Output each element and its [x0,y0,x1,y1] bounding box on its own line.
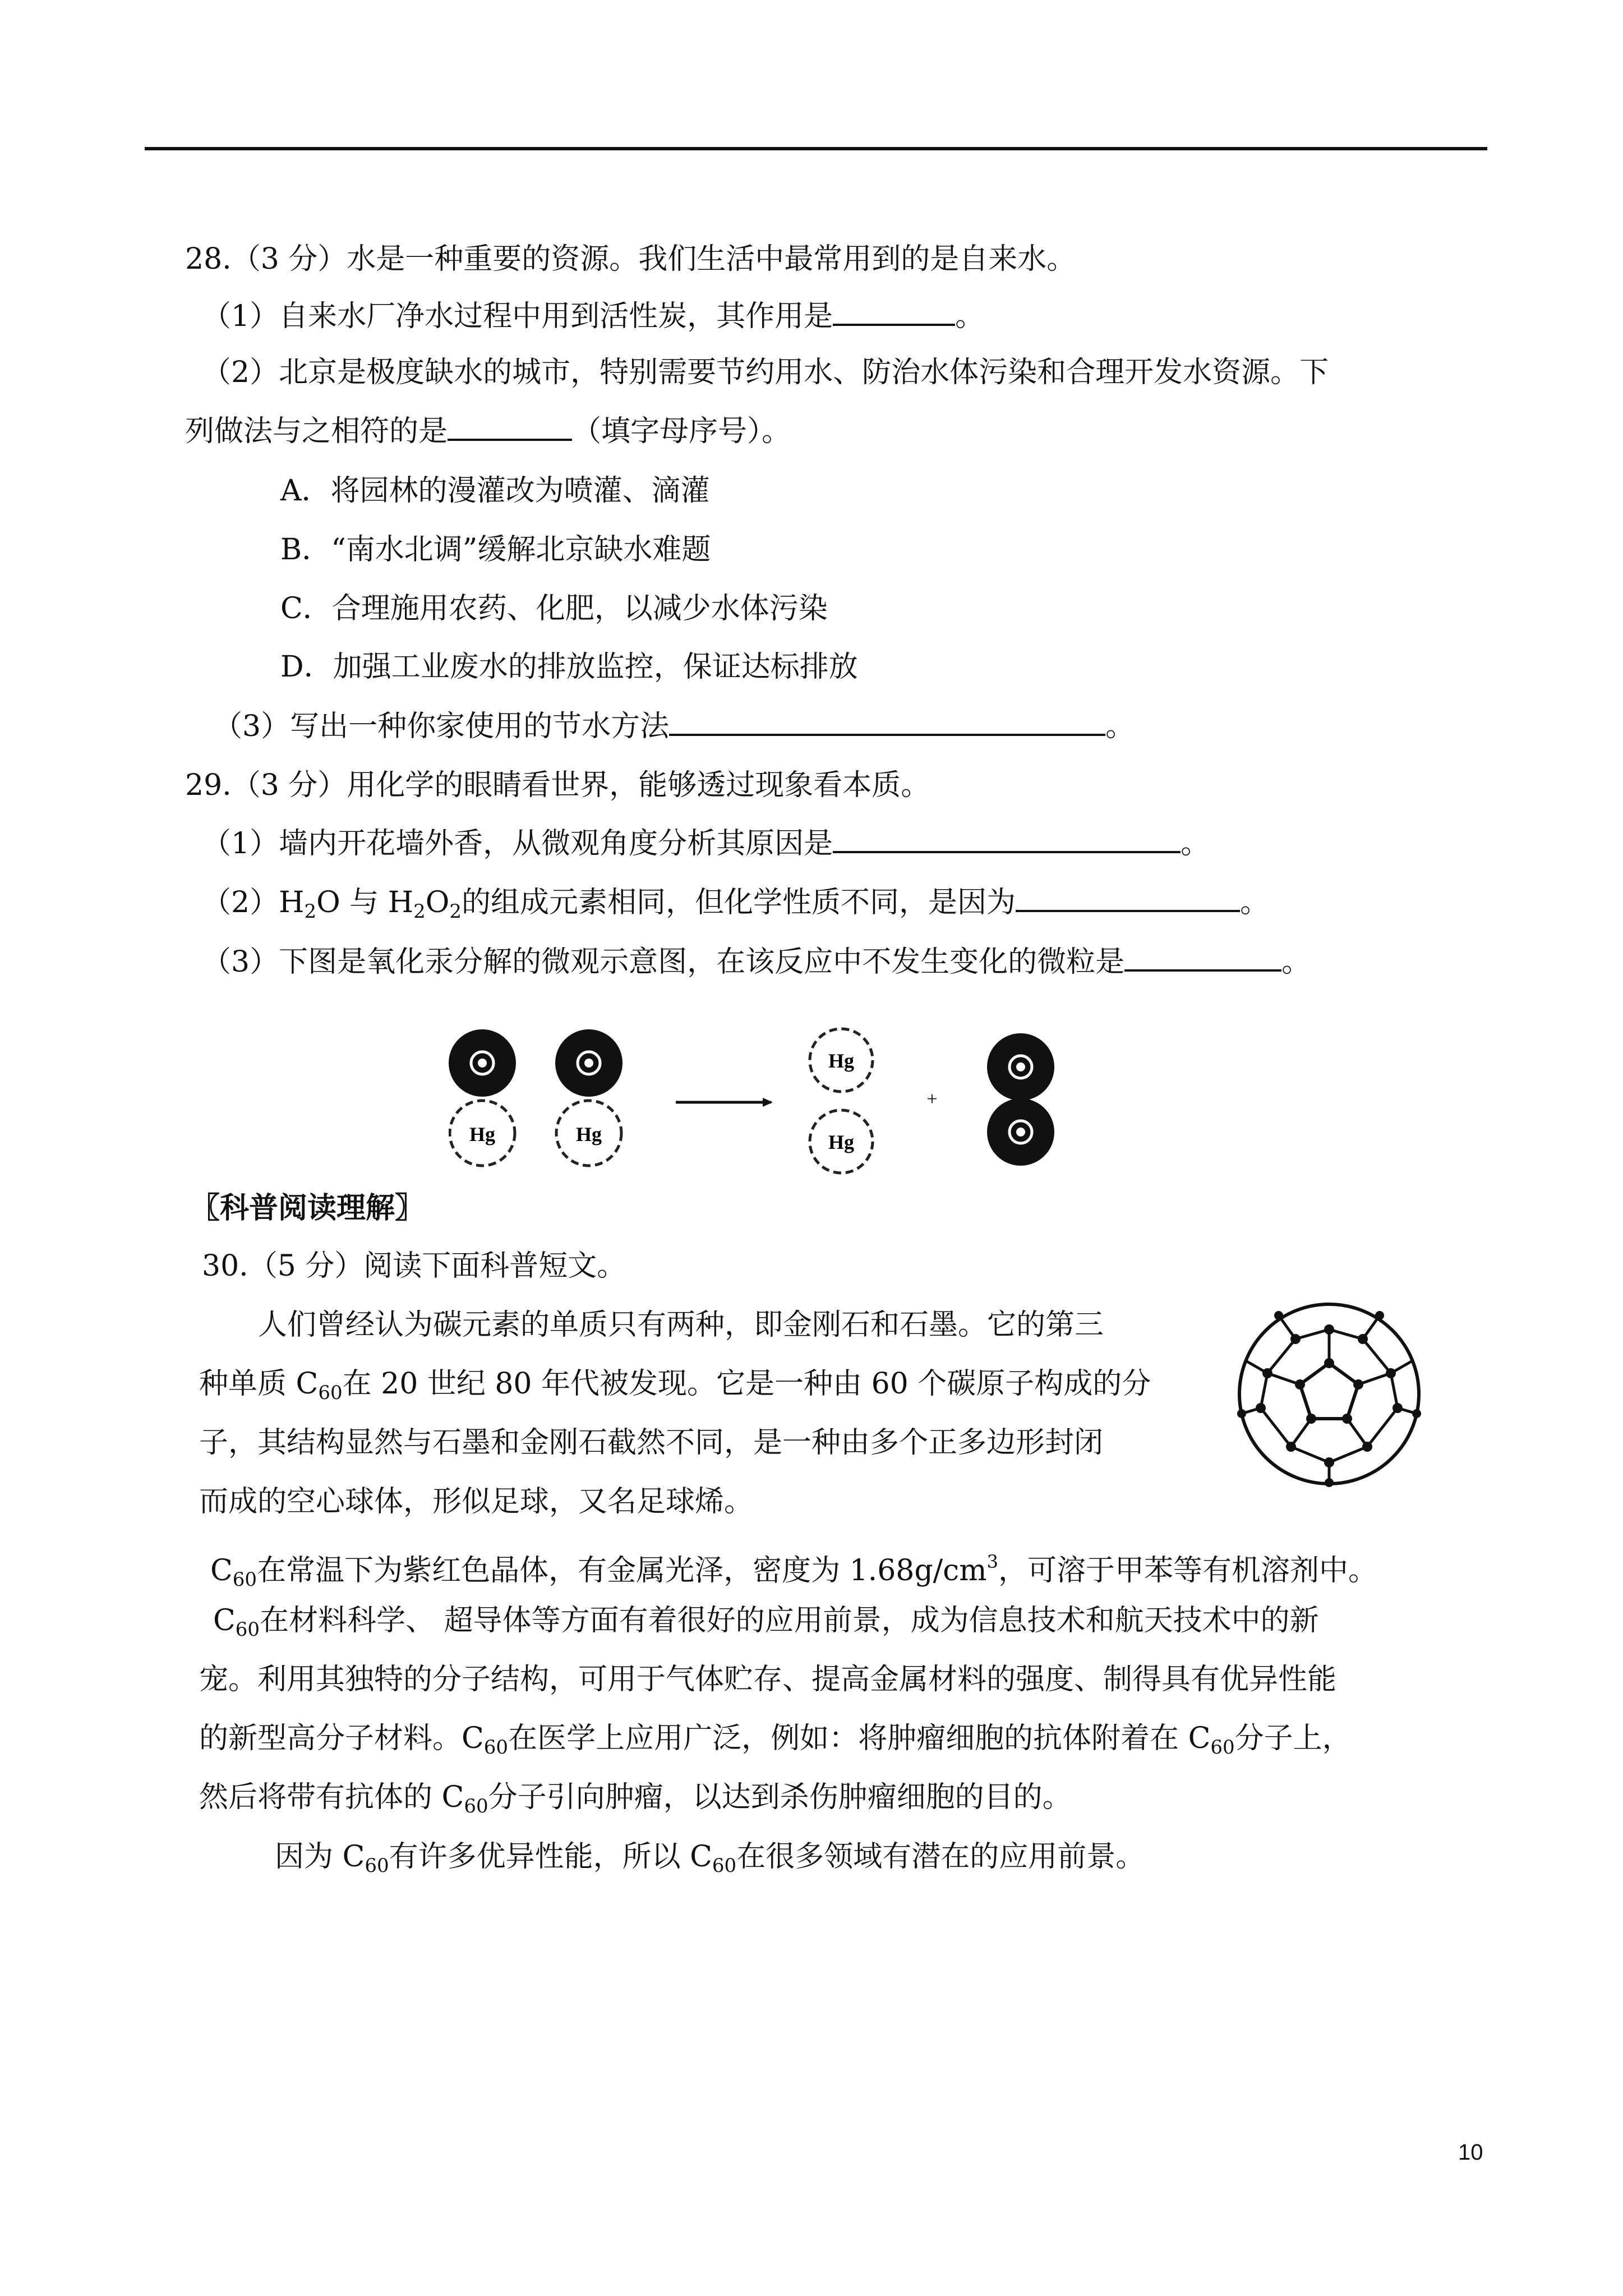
q30-para3-line2: 宠。利用其独特的分子结构，可用于气体贮存、提高金属材料的强度、制得具有优异性能 [199,1663,1337,1696]
header-rule [145,147,1487,150]
page-number: 10 [1458,2140,1483,2165]
q29-part2: $(2)H_2O$ 与 $H_2O_2$的组成元素相同，但化学性质不同，是因为 。 [202,886,1270,923]
q30-para3-line1: $C_{60}$在材料科学、 超导体等方面有着很好的应用前景，成为信息技术和航天技术中的新 [213,1604,1319,1641]
q28-option-a: A．将园林的漫灌改为喷灌、滴灌 [280,474,710,508]
mercury-atom-1 [810,1029,873,1092]
q28-part3-answer-blank[interactable] [669,709,1105,736]
q28-part2-answer-blank[interactable] [448,414,572,441]
section-heading: 〖科普阅读理解〗 [191,1191,425,1225]
q28-option-b: B．“南水北调”缓解北京缺水难题 [280,533,711,567]
q29-part1-answer-blank[interactable] [833,826,1181,853]
mercury-oxide-molecule-1 [449,1029,516,1166]
hg-label: Hg [469,1123,496,1145]
q28-option-c: C．合理施用农药、化肥，以减少水体污染 [280,592,828,625]
oxygen-molecule [987,1033,1054,1166]
mercury-oxide-molecule-2 [555,1029,623,1166]
q29-part1: （1）墙内开花墙外香，从微观角度分析其原因是 。 [202,827,1210,861]
q28-option-d: D．加强工业废水的排放监控，保证达标排放 [280,650,858,684]
hg-label: Hg [828,1131,855,1153]
q29-part2-answer-blank[interactable] [1016,885,1240,912]
plus-sign: + [926,1089,938,1110]
q30-para1-line1: 人们曾经认为碳元素的单质只有两种，即金刚石和石墨。它的第三 [258,1308,1104,1342]
q28-part2-line1: （2）北京是极度缺水的城市，特别需要节约用水、防治水体污染和合理开发水资源。下 [202,356,1329,389]
q29-stem: 29.（3 分）用化学的眼睛看世界，能够透过现象看本质。 [185,769,930,802]
q30-para1-line2: 种单质 $C_{60}$在 20 世纪 80 年代被发现。它是一种由 60 个碳原子构成的分 [199,1367,1151,1404]
q28-stem: 28.（3 分）水是一种重要的资源。我们生活中最常用到的是自来水。 [185,242,1076,276]
mercury-oxide-decomposition-diagram [449,1015,1077,1184]
reaction-arrow [676,1098,773,1107]
c60-fullerene-illustration [1234,1299,1424,1489]
q30-para1-line4: 而成的空心球体，形似足球，又名足球烯。 [199,1485,754,1519]
q30-para4: 因为 $C_{60}$有许多优异性能，所以 $C_{60}$在很多领域有潜在的应用前景。 [275,1840,1145,1877]
q30-para1-line3: 子，其结构显然与石墨和金刚石截然不同，是一种由多个正多边形封闭 [199,1426,1104,1460]
hg-label: Hg [575,1123,602,1145]
q28-part2-line2: 列做法与之相符的是 （填字母序号）。 [185,415,791,448]
mercury-atom-2 [810,1110,873,1173]
q28-part1: （1）自来水厂净水过程中用到活性炭，其作用是 。 [202,300,985,333]
q30-para3-line4: 然后将带有抗体的 $C_{60}$分子引向肿瘤，以达到杀伤肿瘤细胞的目的。 [199,1780,1072,1818]
hg-label: Hg [828,1050,855,1072]
q28-part3: （3）写出一种你家使用的节水方法 。 [213,710,1135,743]
q30-para2: $C_{60}$在常温下为紫红色晶体，有金属光泽，密度为 $1.68g/cm^3$，可溶于甲苯等有机溶剂中。 [210,1551,1377,1591]
q29-part3-answer-blank[interactable] [1124,945,1281,972]
q29-part3: （3）下图是氧化汞分解的微观示意图，在该反应中不发生变化的微粒是 。 [202,945,1311,979]
q30-para3-line3: 的新型高分子材料。$C_{60}$在医学上应用广泛，例如：将肿瘤细胞的抗体附着在 $C_{60}$分子上， [199,1722,1352,1759]
q30-stem: 30.（5 分）阅读下面科普短文。 [202,1249,626,1283]
q28-part1-answer-blank[interactable] [833,299,955,326]
